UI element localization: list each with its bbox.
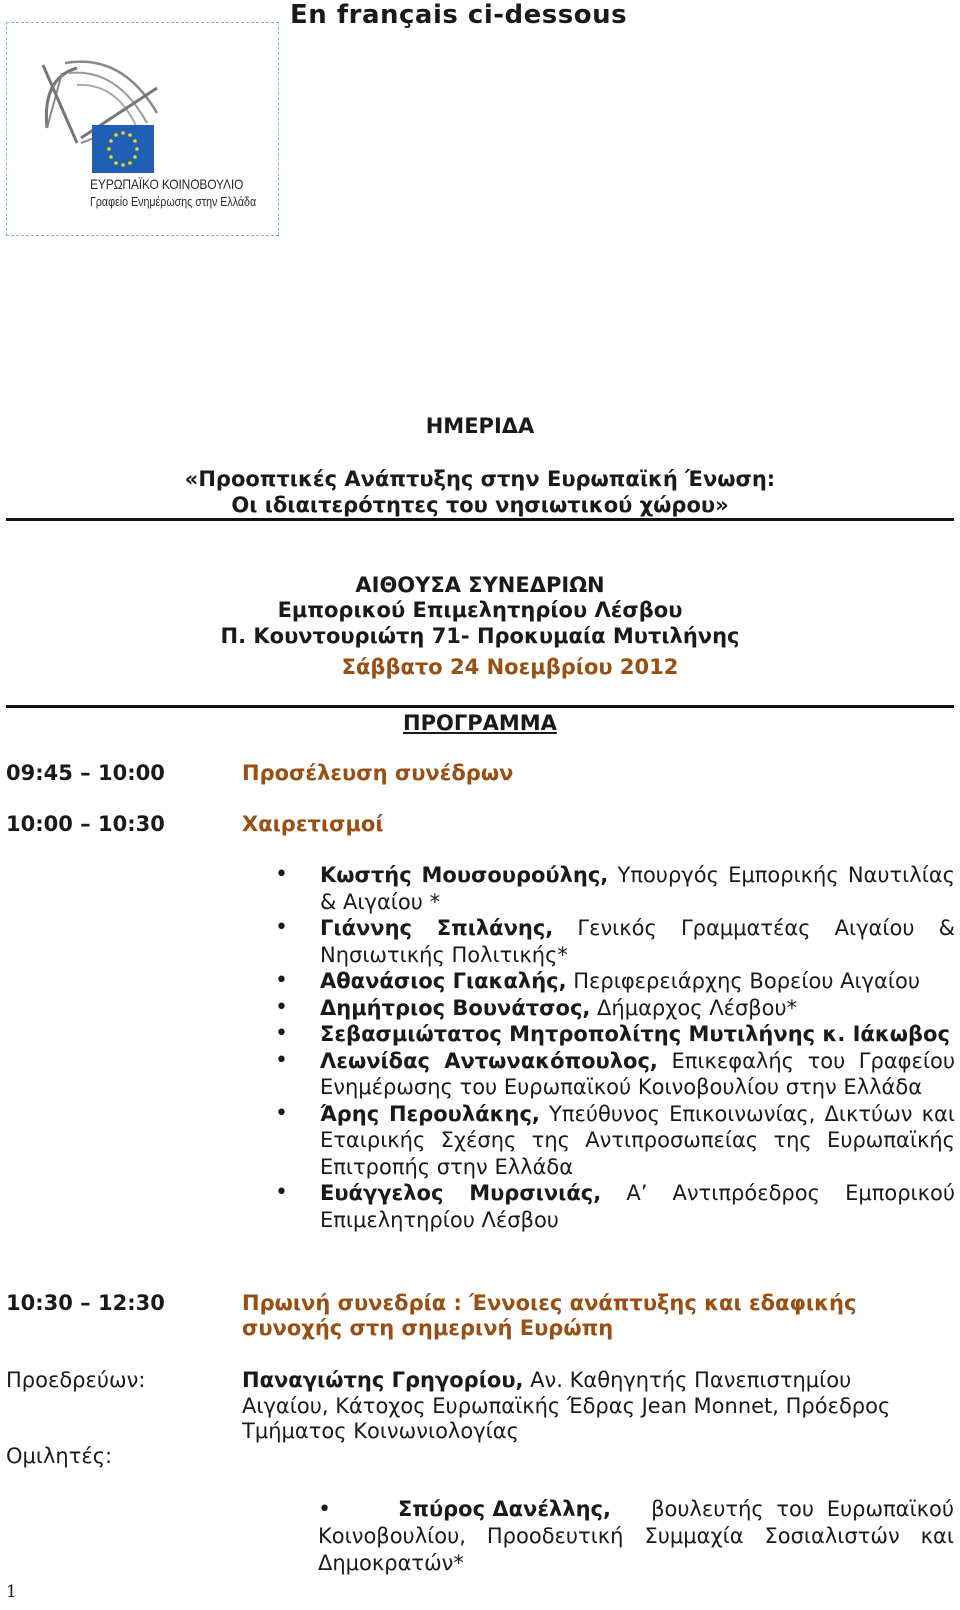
slot-label-2: Χαιρετισμοί <box>242 812 384 836</box>
slot-time-1: 09:45 – 10:00 <box>6 761 165 785</box>
slot-time-3: 10:30 – 12:30 <box>6 1291 165 1315</box>
page-number: 1 <box>6 1582 17 1602</box>
list-item: • Δημήτριος Βουνάτσος, Δήμαρχος Λέσβου* <box>275 995 955 1022</box>
divider-bottom <box>6 705 954 708</box>
divider-top <box>6 518 954 521</box>
logo-caption-line2: Γραφείο Ενημέρωσης στην Ελλάδα <box>90 194 257 209</box>
slot-label-1: Προσέλευση συνέδρων <box>242 761 514 785</box>
list-item: • Λεωνίδας Αντωνακόπουλος, Επικεφαλής του Γραφείου Ενημέρωσης του Ευρωπαϊκού Κοινοβουλίου στην Ελλάδα <box>275 1048 955 1101</box>
program-heading: ΠΡΟΓΡΑΜΜΑ <box>403 711 557 735</box>
list-item: • Κωστής Μουσουρούλης, Υπουργός Εμπορικής Ναυτιλίας & Αιγαίου * <box>275 862 955 915</box>
venue-line2: Εμπορικού Επιμελητηρίου Λέσβου <box>277 598 683 622</box>
list-item: • Άρης Περουλάκης, Υπεύθυνος Επικοινωνίας, Δικτύων και Εταιρικής Σχέσης της Αντιπροσωπείας της Ευρωπαϊκής Επιτροπής στην Ελλάδα <box>275 1101 955 1181</box>
slot-time-2: 10:00 – 10:30 <box>6 812 165 836</box>
top-note: En français ci-dessous <box>290 0 628 30</box>
speaker-item <box>318 1496 954 1577</box>
eu-parliament-logo <box>6 22 279 236</box>
speaker-line2: Κοινοβουλίου, Προοδευτική Συμμαχία Σοσιαλιστών και <box>318 1524 954 1548</box>
chair-label: Προεδρεύων: <box>6 1368 146 1392</box>
slot-label-3-line2: συνοχής στη σημερινή Ευρώπη <box>242 1316 614 1340</box>
list-item: • Ευάγγελος Μυρσινιάς, Α’ Αντιπρόεδρος Εμπορικού Επιμελητηρίου Λέσβου <box>275 1180 955 1233</box>
event-type: ΗΜΕΡΙΔΑ <box>425 414 535 438</box>
venue-line1: ΑΙΘΟΥΣΑ ΣΥΝΕΔΡΙΩΝ <box>355 573 605 597</box>
logo-caption-line1: ΕΥΡΩΠΑΪΚΟ ΚΟΙΝΟΒΟΥΛΙΟ <box>90 176 244 192</box>
event-date: Σάββατο 24 Νοεμβρίου 2012 <box>341 655 679 679</box>
event-title-line1: «Προοπτικές Ανάπτυξης στην Ευρωπαϊκή Ένωση: <box>184 467 776 491</box>
chair-line3: Τμήματος Κοινωνιολογίας <box>242 1419 519 1443</box>
bullet-icon: • <box>318 1497 331 1522</box>
venue-line3: Π. Κουντουριώτη 71- Προκυμαία Μυτιλήνης <box>220 624 740 648</box>
list-item: • Σεβασμιώτατος Μητροπολίτης Μυτιλήνης κ. Ιάκωβος <box>275 1021 955 1048</box>
speaker-line1: Σπύρος Δανέλλης, βουλευτής του Ευρωπαϊκού <box>398 1497 954 1521</box>
speakers-label: Ομιλητές: <box>6 1444 113 1468</box>
chair-line2: Αιγαίου, Κάτοχος Ευρωπαϊκής Έδρας Jean Monnet, Πρόεδρος <box>242 1394 891 1418</box>
speaker-line3: Δημοκρατών* <box>318 1551 464 1575</box>
greetings-list <box>275 862 955 1233</box>
list-item: • Αθανάσιος Γιακαλής, Περιφερειάρχης Βορείου Αιγαίου <box>275 968 955 995</box>
event-title-line2: Οι ιδιαιτερότητες του νησιωτικού χώρου» <box>231 493 729 517</box>
list-item: • Γιάννης Σπιλάνης, Γενικός Γραμματέας Αιγαίου & Νησιωτικής Πολιτικής* <box>275 915 955 968</box>
slot-label-3-line1: Πρωινή συνεδρία : Έννοιες ανάπτυξης και εδαφικής <box>242 1291 857 1315</box>
chair-line1: Παναγιώτης Γρηγορίου, Αν. Καθηγητής Πανεπιστημίου <box>242 1368 852 1392</box>
